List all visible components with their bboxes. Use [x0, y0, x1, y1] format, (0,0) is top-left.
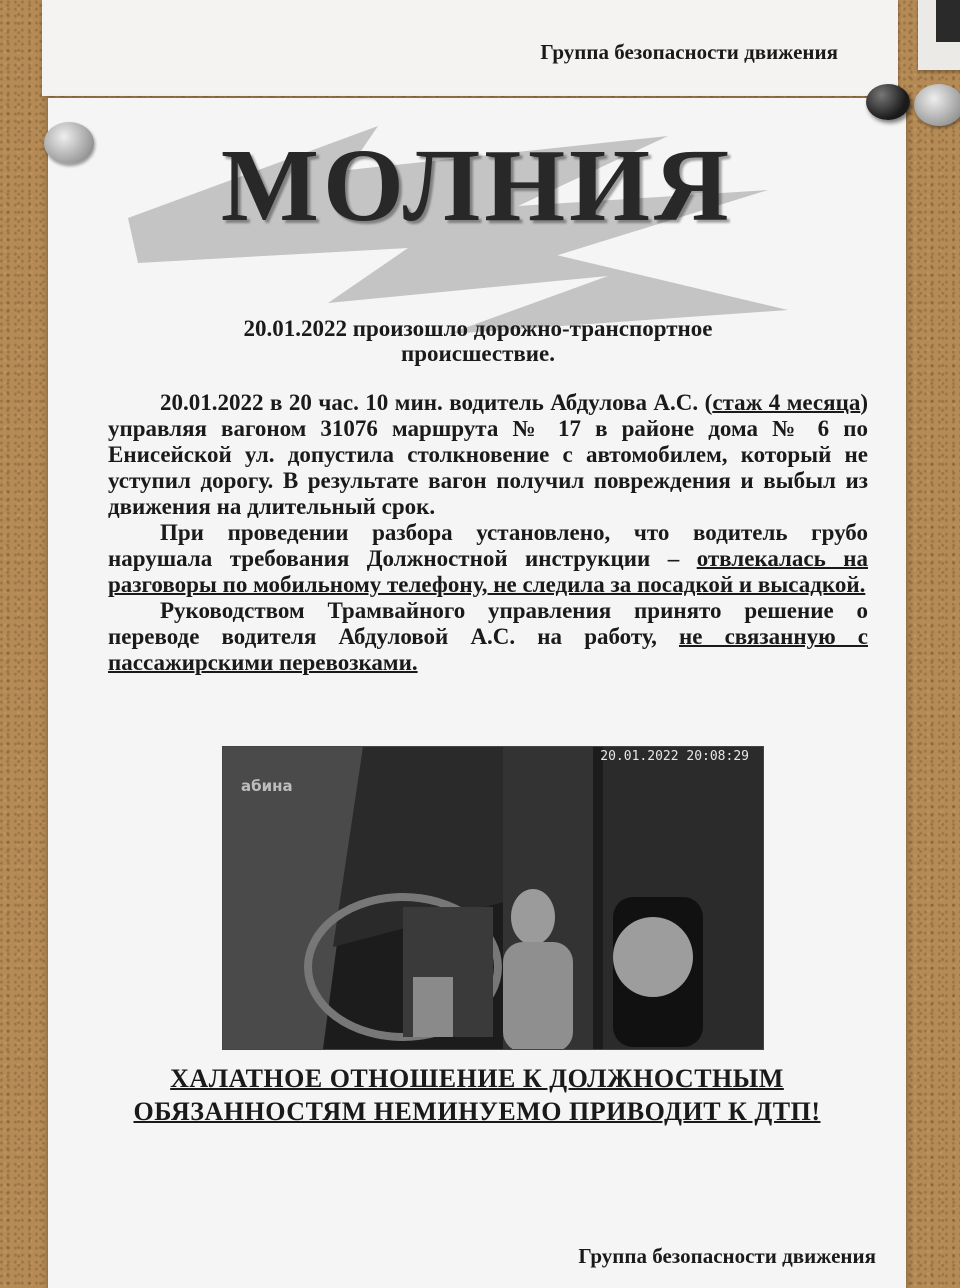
thumbtack-icon — [44, 122, 94, 164]
paragraph-text: При проведении разбора установлено, что водитель грубо нарушала требования Должностной инструкции – — [108, 520, 868, 571]
paragraph-emphasis: стаж 4 месяца — [712, 390, 861, 415]
notice-sheet — [48, 98, 906, 1288]
paragraph-investigation — [108, 520, 868, 598]
paragraph-text: ) управляя вагоном 31076 маршрута № 17 в районе дома № 6 по Енисейской ул. допустила столкновение с автомобилем, который не уступил дорогу. В результате вагон получил повреждения и выбыл из движения на длительный срок. — [108, 390, 868, 519]
paragraph-emphasis: не связанную с пассажирскими перевозками. — [108, 624, 869, 675]
cctv-cabin-label: абина — [241, 777, 293, 795]
cctv-scene — [223, 747, 763, 1049]
warning-slogan: ХАЛАТНОЕ ОТНОШЕНИЕ К ДОЛЖНОСТНЫМ ОБЯЗАННОСТЯМ НЕМИНУЕМО ПРИВОДИТ К ДТП! — [133, 1064, 821, 1126]
push-pin-icon — [866, 84, 910, 120]
notice-subtitle: 20.01.2022 произошло дорожно-транспортное происшествие. — [243, 316, 713, 366]
paragraph-emphasis: отвлекалась на разговоры по мобильному телефону, не следила за посадкой и высадкой. — [108, 546, 868, 597]
previous-notice-sheet — [42, 0, 898, 96]
corner-photo — [936, 0, 960, 42]
notice-title: МОЛНИЯ — [220, 128, 734, 243]
paragraph-decision — [108, 598, 868, 676]
paragraph-incident — [108, 390, 868, 520]
thumbtack-icon — [914, 84, 960, 126]
notice-body — [108, 390, 868, 676]
corner-notice-sheet — [918, 0, 960, 70]
top-sheet-header: Группа безопасности движения — [540, 40, 838, 64]
cctv-photo — [222, 746, 764, 1050]
cctv-timestamp: 20.01.2022 20:08:29 — [600, 749, 749, 764]
notice-footer: Группа безопасности движения — [578, 1244, 876, 1268]
paragraph-text: 20.01.2022 в 20 час. 10 мин. водитель Абдулова А.С. ( — [160, 390, 713, 415]
paragraph-text: Руководством Трамвайного управления принято решение о переводе водителя Абдуловой А.С. на работу, — [108, 598, 868, 649]
